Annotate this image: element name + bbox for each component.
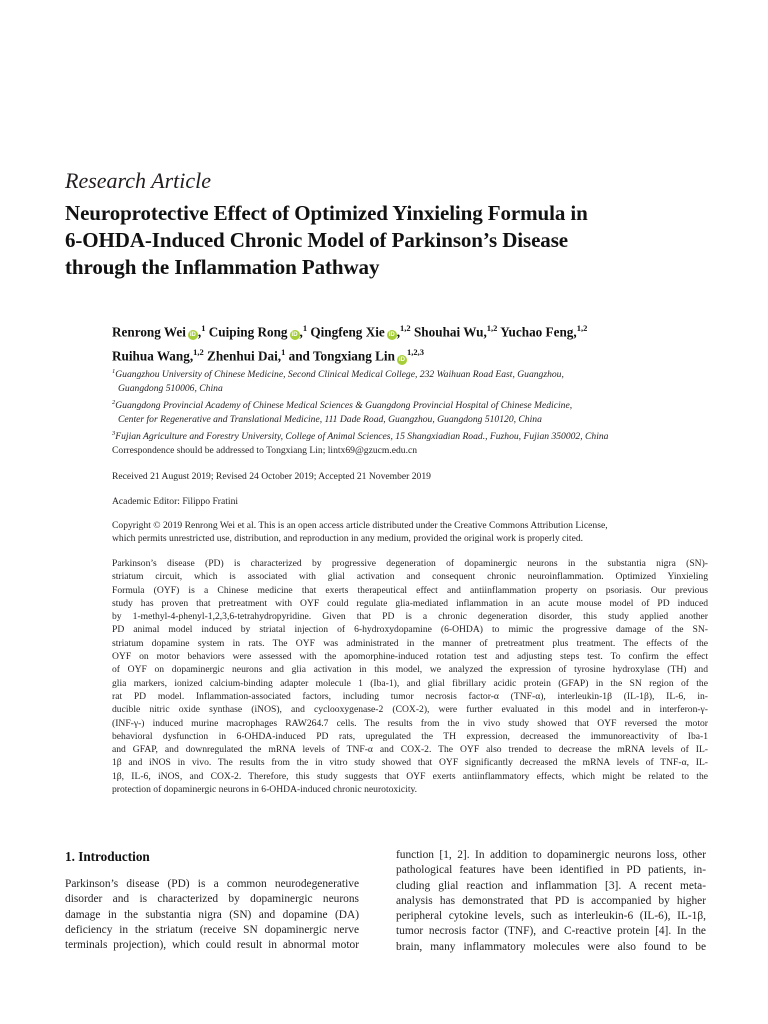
author-affil-sup: 1 [201,323,206,333]
body-line: terminals projection), which could result in abnormal motor [65,939,359,952]
body-line: damage in the substantia nigra (SN) and dopamine (DA) [65,908,359,921]
body-line: cluding glial reaction and inflammation [3]. A recent meta- [396,879,706,892]
abstract-line: (INF-γ-) induced murine macrophages RAW264.7 cells. The results from the in vivo study showed that OYF reversed the motor [112,717,708,729]
abstract-line: ducible nitric oxide synthase (iNOS), and cyclooxygenase-2 (COX-2), were further evaluated in this model and in interferon-γ- [112,704,708,716]
orcid-icon[interactable]: iD [388,332,395,339]
affiliations [112,365,712,445]
abstract-line: 1β, IL-6, iNOS, and COX-2. Therefore, this study suggests that OYF exerts antiinflammatory effects, which might be related to the [112,770,708,782]
copyright-notice [112,519,708,545]
author-affil-sup: 1,2,3 [406,347,424,358]
body-line: disorder and is characterized by dopaminergic neurons [65,893,359,906]
author-affil-sup: 1 [281,347,286,358]
title-line: 6-OHDA-Induced Chronic Model of Parkinson’s Disease [65,228,569,252]
author-name: and Tongxiang Lin [288,348,395,364]
abstract-line: by 1-methyl-4-phenyl-1,2,3,6-tetrahydropyridine. Given that PD is a chronic degeneration disorder, this study applied another [112,611,708,623]
body-line: tumor necrosis factor (TNF), and C-reactive protein [4]. In the [396,925,706,938]
article-dates: Received 21 August 2019; Revised 24 October 2019; Accepted 21 November 2019 [112,471,431,482]
orcid-icon[interactable]: iD [291,332,298,339]
author-name: Cuiping Rong [208,324,288,340]
body-line: deficiency in the striatum (receive SN dopaminergic nerve [65,923,359,936]
author-name: Zhenhui Dai, [207,348,282,364]
author-name: Yuchao Feng, [500,324,577,340]
author-separator: , [299,324,303,340]
academic-editor: Academic Editor: Filippo Fratini [112,496,239,507]
body-column-left [65,877,359,953]
abstract-line: of OYF on dopaminergic neurons and glia activation in this model, we analyzed the expression of tyrosine hydroxylase (TH) and [112,664,708,676]
author-line-2 [112,342,712,366]
abstract-line: glia markers, ionized calcium-binding adapter molecule 1 (Iba-1), and glial fibrillary acidic protein (GFAP) in the SN region of the [112,677,708,689]
orcid-icon[interactable]: iD [189,332,196,339]
author-name: Ruihua Wang, [112,348,194,364]
author-affil-sup: 1,2 [486,323,498,333]
abstract-line: rat PD model. Inflammation-associated factors, including tumor necrosis factor-α (TNF-α), interleukin-1β (IL-1β), IL-6, in- [112,690,708,702]
author-separator: , [197,324,202,340]
affiliation-line [112,427,712,444]
title-line: Neuroprotective Effect of Optimized Yinxieling Formula in [65,201,588,225]
body-column-right [396,848,706,955]
affiliation-sup: 1 [112,368,116,375]
abstract [112,557,708,796]
author-affil-sup: 1 [302,323,308,333]
author-line-1 [112,318,712,342]
body-line: peripheral cytokine levels, such as interleukin-6 (IL-6), IL-1β, [396,910,706,923]
abstract-line: Formula (OYF) is a Chinese medicine that exerts therapeutical effect and antiinflammation property on psoriasis. Our previous [112,584,708,596]
affiliation-line: Guangdong 510006, China [118,383,223,395]
author-separator: , [396,324,401,340]
correspondence[interactable]: Correspondence should be addressed to Tongxiang Lin; lintx69@gzucm.edu.cn [112,445,418,456]
author-affil-sup: 1,2 [576,323,588,333]
author-name: Qingfeng Xie [310,324,385,340]
abstract-line: study has proven that pretreatment with OYF could regulate glia-mediated inflammation in an acute mouse model of PD induced [112,597,708,609]
author-affil-sup: 1,2 [400,323,411,333]
article-title [65,200,705,281]
copyright-line: Copyright © 2019 Renrong Wei et al. This is an open access article distributed under the Creative Commons Attribution License, [112,520,608,531]
abstract-line: Parkinson’s disease (PD) is characterized by progressive degeneration of dopaminergic neurons in the substantia nigra (SN)- [112,558,708,569]
affiliation-line: Center for Regenerative and Translational Medicine, 111 Dade Road, Guangzhou, Guangdong 510120, China [118,414,542,426]
affiliation-text: Fujian Agriculture and Forestry University, College of Animal Sciences, 15 Shangxiadian Road., Fuzhou, Fujian 350002, China [115,431,609,443]
abstract-line: and GFAP, and downregulated the mRNA levels of TNF-α and COX-2. The OYF also trended to decrease the mRNA levels of IL- [112,744,708,756]
abstract-line: striatum circuit, which is associated with glial activation and consequent chronic neuroinflammation. Optimized Yinxieling [112,571,708,583]
orcid-icon[interactable]: iD [398,356,405,363]
affiliation-line [112,396,712,413]
affiliation-text: Guangdong Provincial Academy of Chinese Medical Sciences & Guangdong Provincial Hospital of Chinese Medicine, [115,400,573,412]
body-line: analysis has demonstrated that PD is accompanied by higher [396,894,706,907]
affiliation-line [112,365,712,382]
affiliation-text: Guangzhou University of Chinese Medicine, Second Clinical Medical College, 232 Waihuan Road East, Guangzhou, [115,369,564,381]
abstract-line: protection of dopaminergic neurons in 6-OHDA-induced chronic neurotoxicity. [112,784,418,796]
body-line: brain, many inflammatory molecules were also found to be [396,940,706,953]
body-line: Parkinson’s disease (PD) is a common neurodegenerative [65,878,359,890]
copyright-line: which permits unrestricted use, distribution, and reproduction in any medium, provided the original work is properly cited. [112,533,584,544]
author-name: Renrong Wei [112,324,186,340]
author-affil-sup: 1,2 [193,347,204,358]
abstract-line: 1β and iNOS in vivo. The results from the in vitro study showed that OYF significantly decreased the mRNA levels of TNF-α, IL- [112,757,708,769]
affiliation-sup: 3 [112,430,116,438]
abstract-line: OYF on motor behaviors were assessed with the apomorphine-induced rotation test and adjusting steps test. To confirm the effect [112,651,708,663]
article-type-label: Research Article [65,168,212,193]
abstract-line: behavioral dysfunction in 6-OHDA-induced PD rats, upregulated the TH expression, decreased the immunoreactivity of Iba-1 [112,730,708,742]
body-line: pathological features have been identified in PD patients, in- [396,864,706,877]
section-heading: 1. Introduction [65,849,150,864]
abstract-line: PD animal model induced by striatal injection of 6-hydroxydopamine (6-OHDA) to mimic the progressive damage of the SN- [112,624,708,636]
abstract-line: striatum dopamine system in rats. The OYF was administrated in the manner of pretreatment plus treatment. The effects of the [112,637,708,649]
author-name: Shouhai Wu, [413,324,487,340]
affiliation-sup: 2 [112,399,116,407]
author-list [112,318,712,367]
title-line: through the Inflammation Pathway [65,255,380,279]
body-line: function [1, 2]. In addition to dopaminergic neurons loss, other [396,849,706,861]
